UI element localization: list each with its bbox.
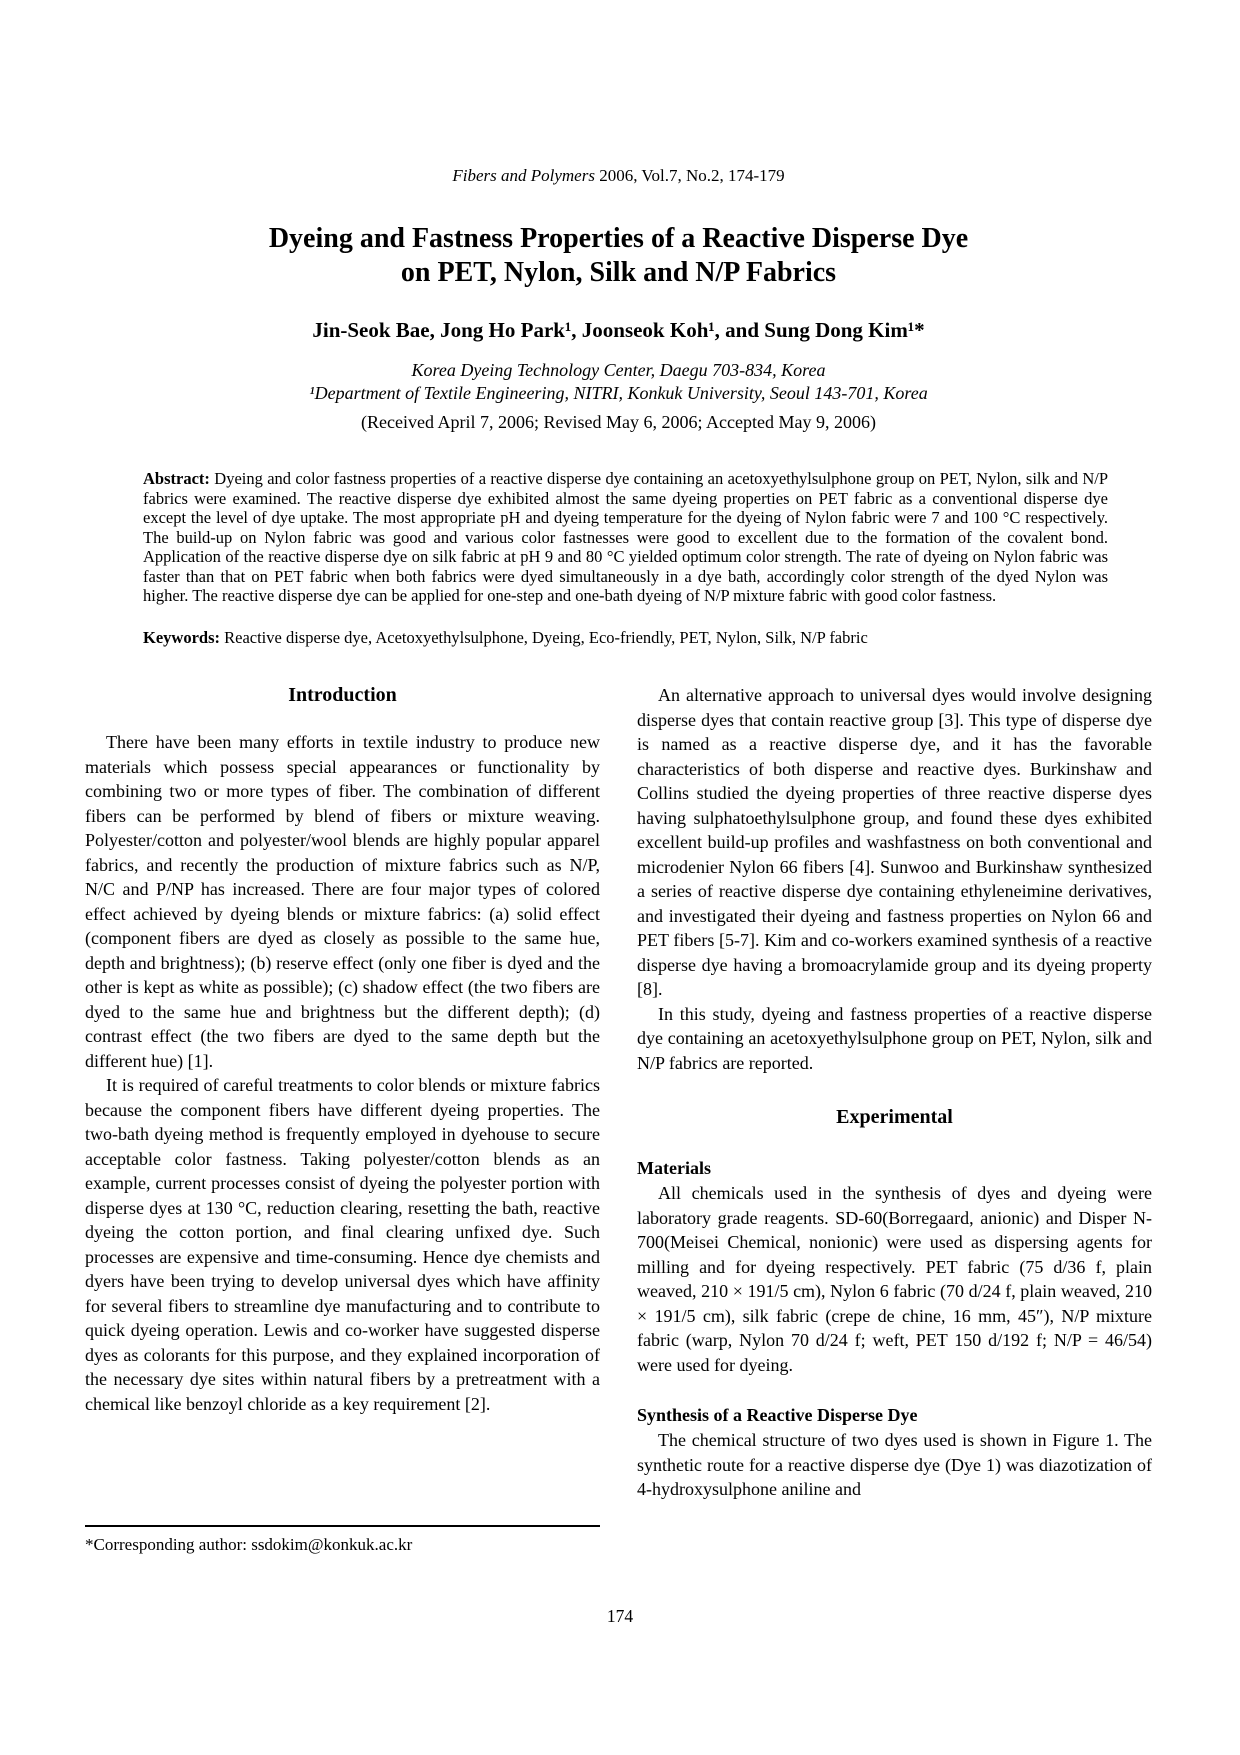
two-column-body	[85, 675, 1152, 1555]
footnote	[85, 1525, 600, 1555]
study-scope-paragraph: In this study, dyeing and fastness properties of a reactive disperse dye containing an acetoxyethylsulphone group on PET, Nylon, silk and N/P fabrics are reported.	[637, 1003, 1152, 1073]
subheading-synthesis: Synthesis of a Reactive Disperse Dye	[637, 1405, 918, 1425]
affiliations	[85, 359, 1152, 405]
affiliation-1: Korea Dyeing Technology Center, Daegu 703-834, Korea	[411, 360, 826, 380]
page-number: 174	[606, 1606, 634, 1626]
keywords-text: Reactive disperse dye, Acetoxyethylsulphone, Dyeing, Eco-friendly, PET, Nylon, Silk, N/P fabric	[220, 627, 868, 647]
materials-paragraph: All chemicals used in the synthesis of dyes and dyeing were laboratory grade reagents. SD-60(Borregaard, anionic) and Disper N-700(Meisei Chemical, nonionic) were used as dispersing agents for milling and for dyeing respectively. PET fabric (75 d/36 f, plain weaved, 210 × 191/5 cm), Nylon 6 fabric (70 d/24 f, plain weaved, 210 × 191/5 cm), silk fabric (crepe de chine, 16 mm, 45″), N/P mixture fabric (warp, Nylon 70 d/24 f; weft, PET 150 d/192 f; N/P = 46/54) were used for dyeing.	[637, 1183, 1152, 1375]
paper-title-line-2: on PET, Nylon, Silk and N/P Fabrics	[400, 257, 837, 288]
alternative-approach-paragraph: An alternative approach to universal dyes would involve designing disperse dyes that contain reactive group [3]. This type of disperse dye is named as a reactive disperse dye, and it has the favorable characteristics of both disperse and reactive dyes. Burkinshaw and Collins studied the dyeing properties of three reactive disperse dyes having sulphatoethylsulphone group, and found these dyes exhibited excellent build-up profiles and washfastness on both conventional and microdenier Nylon 66 fibers [4]. Sunwoo and Burkinshaw synthesized a series of reactive disperse dye containing ethyleneimine derivatives, and investigated their dyeing and fastness properties on Nylon 66 and PET fibers [5-7]. Kim and co-workers examined synthesis of a reactive disperse dye having a bromoacrylamide group and its dyeing property [8].	[637, 685, 1152, 999]
section-heading-introduction: Introduction	[288, 684, 397, 706]
paper-title-line-1: Dyeing and Fastness Properties of a Reactive Disperse Dye	[268, 223, 969, 254]
keywords	[85, 628, 1152, 648]
journal-name: Fibers and Polymers	[452, 166, 595, 185]
authors-line: Jin-Seok Bae, Jong Ho Park¹, Joonseok Koh¹, and Sung Dong Kim¹*	[312, 318, 925, 342]
abstract-label: Abstract:	[143, 469, 210, 488]
corresponding-author-note: *Corresponding author: ssdokim@konkuk.ac.kr	[85, 1535, 413, 1554]
introduction-paragraph-1: There have been many efforts in textile industry to produce new materials which possess special appearances or functionality by combining two or more types of fiber. The combination of different fibers can be performed by blend of fibers or mixture weaving. Polyester/cotton and polyester/wool blends are highly popular apparel fabrics, and recently the production of mixture fabrics such as N/P, N/C and P/NP has increased. There are four major types of colored effect achieved by dyeing blends or mixture fabrics: (a) solid effect (component fibers are dyed as closely as possible to the same hue, depth and brightness); (b) reserve effect (only one fiber is dyed and the other is kept as white as possible); (c) shadow effect (the two fibers are dyed to the same hue and brightness but the different depth); (d) contrast effect (the two fibers are dyed to the same depth but the different hue) [1].	[85, 732, 600, 1071]
abstract	[85, 469, 1152, 606]
paper-title	[85, 222, 1152, 290]
left-column	[85, 675, 600, 1555]
abstract-text: Dyeing and color fastness properties of a reactive disperse dye containing an acetoxyethylsulphone group on PET, Nylon, silk and N/P fabrics were examined. The reactive disperse dye exhibited almost the same dyeing properties on PET fabric as a conventional disperse dye except the level of dye uptake. The most appropriate pH and dyeing temperature for the dyeing of Nylon fabric were 7 and 100 °C respectively. The build-up on Nylon fabric was good and various color fastnesses were good to excellent due to the formation of the covalent bond. Application of the reactive disperse dye on silk fabric at pH 9 and 80 °C yielded optimum color strength. The rate of dyeing on Nylon fabric was faster than that on PET fabric when both fabrics were dyed simultaneously in a dye bath, accordingly color strength of the dyed Nylon was higher. The reactive disperse dye can be applied for one-step and one-bath dyeing of N/P mixture fabric with good color fastness.	[143, 469, 1108, 605]
section-heading-experimental: Experimental	[836, 1106, 953, 1128]
synthesis-paragraph: The chemical structure of two dyes used is shown in Figure 1. The synthetic route for a reactive disperse dye (Dye 1) was diazotization of 4-hydroxysulphone aniline and	[637, 1430, 1152, 1499]
received-dates: (Received April 7, 2006; Revised May 6, 2006; Accepted May 9, 2006)	[361, 412, 876, 432]
keywords-label: Keywords:	[143, 627, 220, 647]
right-column	[637, 675, 1152, 1555]
footnote-rule	[85, 1525, 600, 1527]
subheading-materials: Materials	[637, 1158, 711, 1178]
introduction-paragraph-2: It is required of careful treatments to color blends or mixture fabrics because the component fibers have different dyeing properties. The two-bath dyeing method is frequently employed in dyehouse to secure acceptable color fastness. Taking polyester/cotton blends as an example, current processes consist of dyeing the polyester portion with disperse dyes at 130 °C, reduction clearing, resetting the bath, reactive dyeing the cotton portion, and final clearing unfixed dye. Such processes are expensive and time-consuming. Hence dye chemists and dyers have been trying to develop universal dyes which have affinity for several fibers to streamline dye manufacturing and to contribute to quick dyeing operation. Lewis and co-worker have suggested disperse dyes as colorants for this purpose, and they explained incorporation of the necessary dye sites within natural fibers by a pretreatment with a chemical like benzoyl chloride as a key requirement [2].	[85, 1075, 600, 1414]
affiliation-2: ¹Department of Textile Engineering, NITRI, Konkuk University, Seoul 143-701, Korea	[309, 383, 928, 403]
journal-issue-info: 2006, Vol.7, No.2, 174-179	[594, 166, 785, 185]
journal-header	[85, 0, 1152, 186]
